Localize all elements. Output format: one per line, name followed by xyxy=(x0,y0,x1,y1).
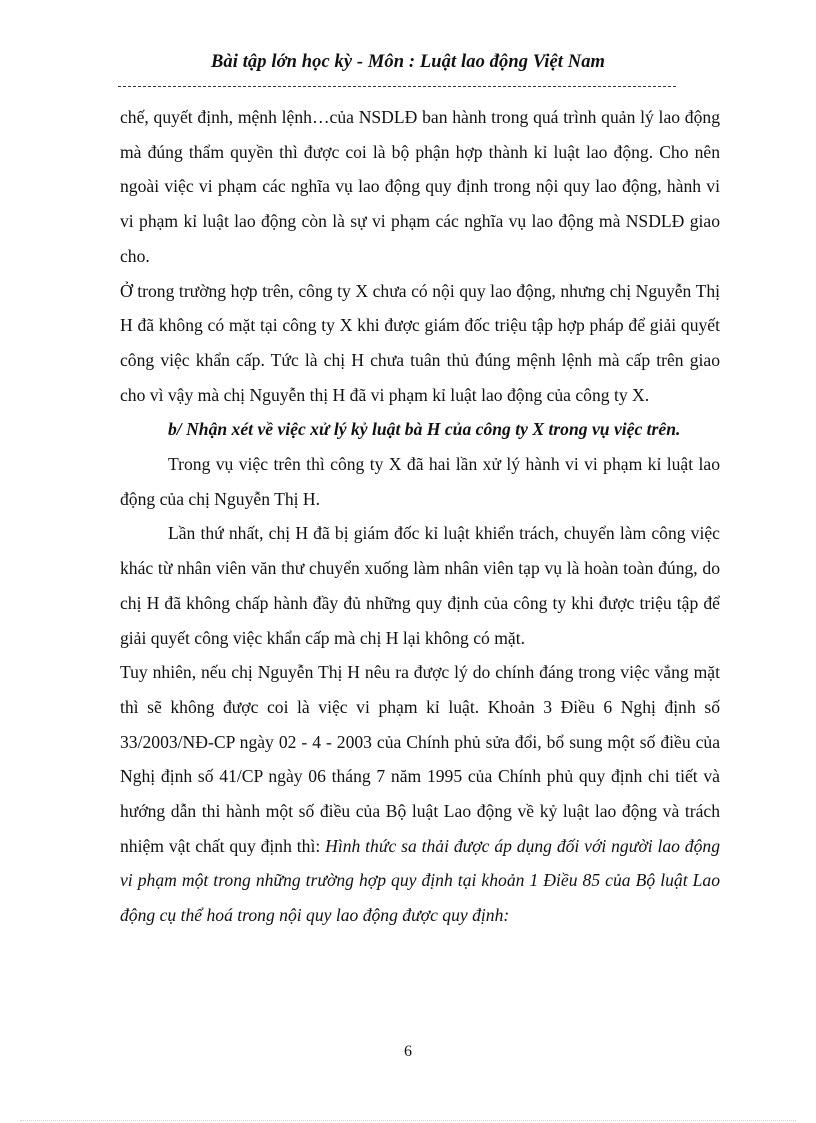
footer-dotted-rule xyxy=(20,1120,796,1121)
paragraph-1: chế, quyết định, mệnh lệnh…của NSDLĐ ban hành trong quá trình quản lý lao động mà đúng thẩm quyền thì được coi là bộ phận hợp thành kỉ luật lao động. Cho nên ngoài việc vi phạm các nghĩa vụ lao động quy định trong nội quy lao động, hành vi vi phạm kỉ luật lao động còn là sự vi phạm các nghĩa vụ lao động mà NSDLĐ giao cho. xyxy=(120,107,720,266)
paragraph-5-text: Tuy nhiên, nếu chị Nguyễn Thị H nêu ra được lý do chính đáng trong việc vắng mặt thì sẽ không được coi là việc vi phạm kỉ luật. Khoản 3 Điều 6 Nghị định số 33/2003/NĐ-CP ngày 02 - 4 - 2003 của Chính phủ sửa đổi, bổ sung một số điều của Nghị định số 41/CP ngày 06 tháng 7 năm 1995 của Chính phủ quy định chi tiết và hướng dẫn thi hành một số điều của Bộ luật Lao động về kỷ luật lao động và trách nhiệm vật chất quy định thì: xyxy=(120,662,720,856)
paragraph-5-quote: Hình thức sa thải được áp dụng đối với người lao động vi phạm một trong những trường hợp quy định tại khoản 1 Điều 85 của Bộ luật Lao động cụ thể hoá trong nội quy lao động được quy định: xyxy=(120,835,720,926)
paragraph-2: Ở trong trường hợp trên, công ty X chưa có nội quy lao động, nhưng chị Nguyễn Thị H đã không có mặt tại công ty X khi được giám đốc triệu tập hợp pháp để giải quyết công việc khẩn cấp. Tức là chị H chưa tuân thủ đúng mệnh lệnh mà cấp trên giao cho vì vậy mà chị Nguyễn thị H đã vi phạm kỉ luật lao động của công ty X. xyxy=(120,280,720,405)
paragraph-5 xyxy=(120,655,720,933)
document-body xyxy=(120,100,720,933)
header-dashed-rule xyxy=(118,86,676,87)
page-header-title: Bài tập lớn học kỳ - Môn : Luật lao động Việt Nam xyxy=(210,52,606,72)
page-number: 6 xyxy=(404,1043,412,1060)
paragraph-4: Lần thứ nhất, chị H đã bị giám đốc kỉ luật khiển trách, chuyển làm công việc khác từ nhân viên văn thư chuyển xuống làm nhân viên tạp vụ là hoàn toàn đúng, do chị H đã không chấp hành đầy đủ những quy định của công ty khi được triệu tập để giải quyết công việc khẩn cấp mà chị H lại không có mặt. xyxy=(120,523,720,648)
paragraph-3: Trong vụ việc trên thì công ty X đã hai lần xử lý hành vi vi phạm kỉ luật lao động của chị Nguyễn Thị H. xyxy=(120,454,720,509)
section-subheading: b/ Nhận xét về việc xử lý kỷ luật bà H của công ty X trong vụ việc trên. xyxy=(168,419,681,440)
